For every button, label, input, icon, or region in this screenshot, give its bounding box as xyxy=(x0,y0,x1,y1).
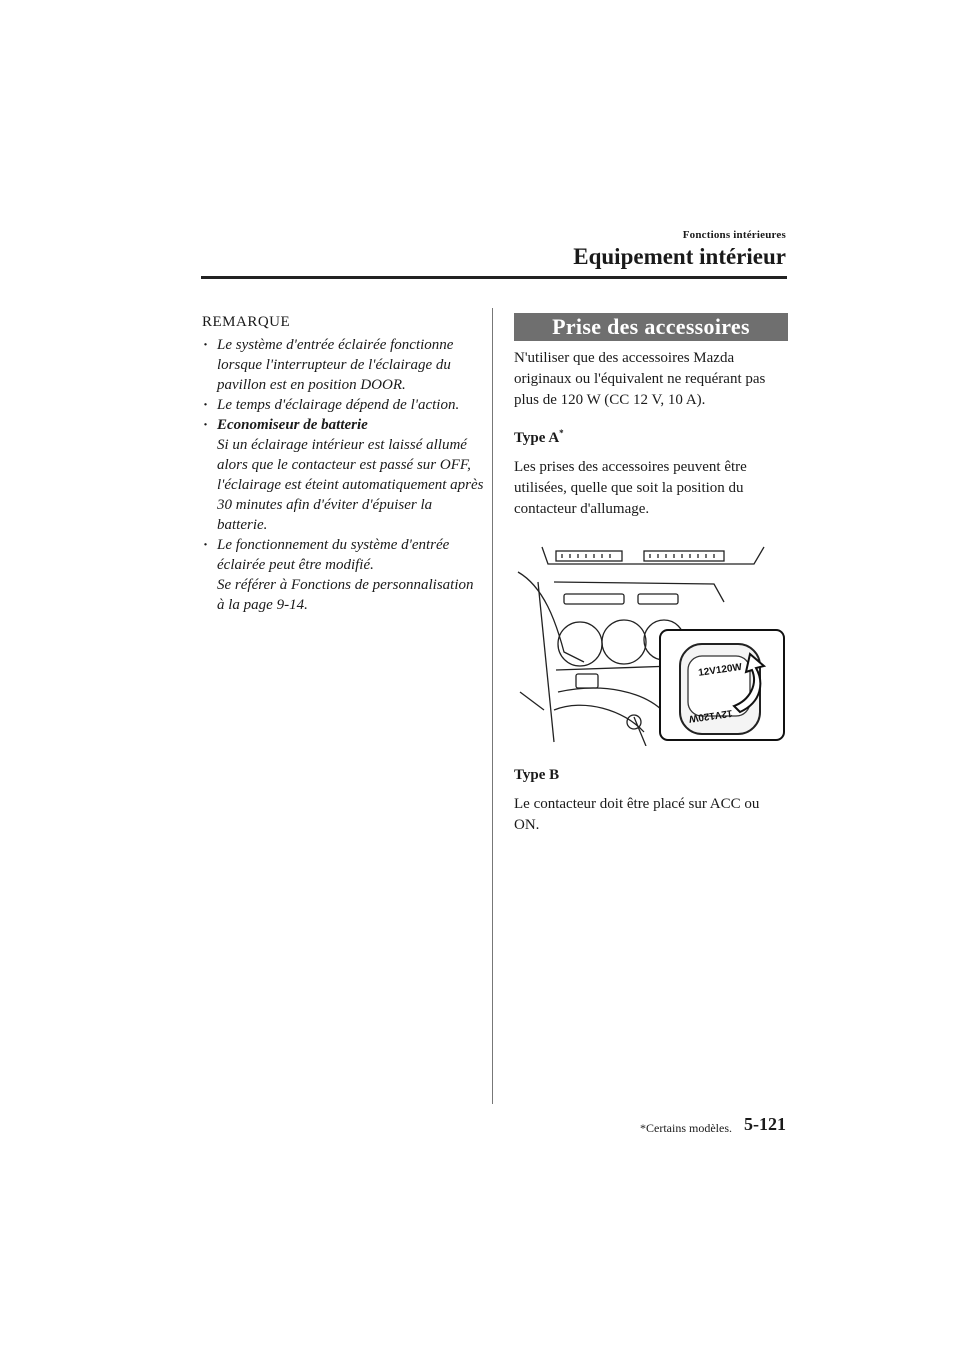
note-item-text: Le système d'entrée éclairée fonctionne lorsque l'interrupteur de l'éclairage du pavillon est en position DOOR. xyxy=(217,337,454,393)
socket-label: 12V120W xyxy=(688,707,734,725)
bullet-icon: · xyxy=(203,397,209,413)
accessory-socket-section xyxy=(514,313,788,848)
page-number: 5-121 xyxy=(744,1114,786,1134)
type-a-label: Type A* xyxy=(514,428,564,446)
type-b-text: Le contacteur doit être placé sur ACC ou ON. xyxy=(514,796,760,833)
note-item xyxy=(202,415,484,535)
column-divider xyxy=(492,308,493,1104)
header-divider xyxy=(201,276,787,279)
note-item xyxy=(202,535,484,615)
note-item-text: Si un éclairage intérieur est laissé allumé alors que le contacteur est passé sur OFF, l'éclairage est éteint automatiquement après 30 minutes afin d'éviter d'épuiser la batterie. xyxy=(217,437,484,533)
type-b-label: Type B xyxy=(514,767,560,783)
page-title: Equipement intérieur xyxy=(573,244,786,269)
footnote: *Certains modèles. xyxy=(640,1121,732,1135)
note-item xyxy=(202,395,484,415)
socket-label: 12V120W xyxy=(697,661,743,679)
note-item-text: Le temps d'éclairage dépend de l'action. xyxy=(217,397,460,413)
note-title: REMARQUE xyxy=(202,314,291,330)
header-section-name: Fonctions intérieures xyxy=(682,229,786,241)
section-intro: N'utiliser que des accessoires Mazda originaux ou l'équivalent ne requérant pas plus de 120 W (CC 12 V, 10 A). xyxy=(514,350,766,408)
bullet-icon: · xyxy=(203,537,209,553)
bullet-icon: · xyxy=(203,417,209,433)
footnote-mark: * xyxy=(559,428,564,438)
accessory-socket-illustration xyxy=(514,542,786,746)
note-item xyxy=(202,335,484,395)
note-item-heading: Economiseur de batterie xyxy=(217,417,368,433)
note-item-text: Le fonctionnement du système d'entrée éclairée peut être modifié. xyxy=(217,537,450,573)
section-title: Prise des accessoires xyxy=(514,313,788,341)
note-item-reference: Se référer à Fonctions de personnalisation à la page 9-14. xyxy=(217,577,474,613)
bullet-icon: · xyxy=(203,337,209,353)
type-a-text: Les prises des accessoires peuvent être utilisées, quelle que soit la position du contacteur d'allumage. xyxy=(514,459,747,517)
note-block xyxy=(202,312,484,615)
